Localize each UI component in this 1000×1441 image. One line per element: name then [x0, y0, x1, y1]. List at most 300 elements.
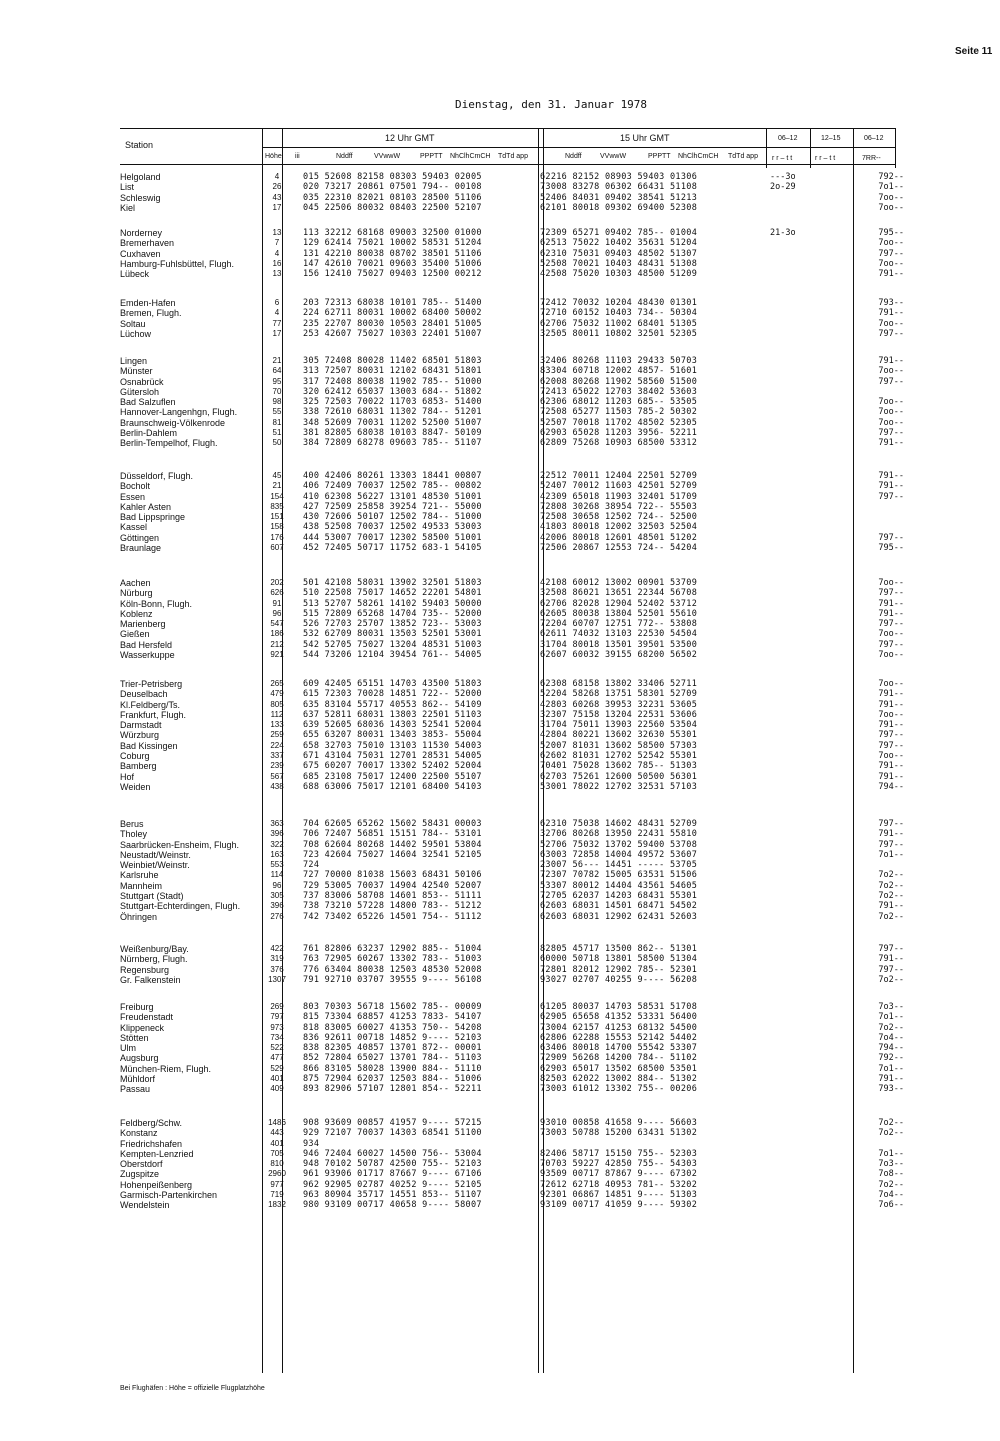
station-elevation: 133: [270, 720, 284, 730]
station-elevation: 95: [272, 376, 282, 386]
table-row: [120, 481, 1000, 491]
station-index-and-obs-12: 501 42108 58031 13902 32501 51803: [303, 578, 482, 588]
station-index-and-obs-12: 727 70000 81038 15603 68431 50106: [303, 870, 482, 881]
station-elevation: 96: [272, 608, 282, 618]
station-index-and-obs-12: 723 42604 75027 14604 32541 52105: [303, 849, 482, 860]
obs-15: 62310 75038 14602 48431 52709: [540, 819, 698, 829]
obs-15: 72506 20867 12553 724-- 54204: [540, 543, 698, 554]
station-name: Frankfurt, Flugh.: [120, 709, 187, 720]
station-name: Ulm: [120, 1043, 136, 1054]
station-elevation: 529: [270, 1063, 284, 1073]
precip-code: 7oo--: [878, 318, 904, 329]
obs-15: 72307 70782 15005 63531 51506: [540, 870, 698, 881]
station-elevation: 305: [270, 891, 284, 901]
precip-06-12: ---3o: [770, 172, 796, 182]
obs-15: 73008 83278 06302 66431 51108: [540, 182, 698, 193]
station-elevation: 7: [274, 238, 280, 248]
obs-15: 93010 00858 41658 9---- 56603: [540, 1118, 698, 1128]
precip-code: 791--: [878, 269, 904, 280]
precip-code: 791--: [878, 720, 904, 731]
table-row: [120, 428, 1000, 438]
station-elevation: 443: [270, 1128, 284, 1138]
precip-code: 7o4--: [878, 1032, 904, 1043]
precip-code: 797--: [878, 491, 904, 502]
station-elevation: 479: [270, 689, 284, 699]
precip-code: 793--: [878, 1084, 904, 1095]
header-nhcl: NhClhCmCH: [450, 153, 491, 160]
station-name: Stuttgart-Echterdingen, Flugh.: [120, 901, 241, 912]
station-name: Nürnberg, Flugh.: [120, 954, 188, 965]
precip-code: 795--: [878, 228, 904, 238]
table-row: [120, 1128, 1000, 1138]
station-index-and-obs-12: 313 72507 80031 12102 68431 51801: [303, 366, 482, 377]
table-row: [120, 1149, 1000, 1159]
station-index-and-obs-12: 381 82805 68038 10103 8847- 50109: [303, 428, 482, 439]
station-index-and-obs-12: 706 72407 56851 15151 784-- 53101: [303, 829, 482, 840]
station-name: Göttingen: [120, 532, 160, 543]
precip-code: 797--: [878, 376, 904, 387]
table-row: [120, 1118, 1000, 1128]
obs-15: 62306 68012 11203 685-- 53505: [540, 397, 698, 408]
station-name: Feldberg/Schw.: [120, 1118, 183, 1128]
station-index-and-obs-12: 704 62605 65262 15602 58431 00003: [303, 819, 482, 829]
obs-15: 62903 65028 11203 3956- 52211: [540, 428, 698, 439]
obs-15: 52406 84031 09402 38541 51213: [540, 192, 698, 203]
station-index-and-obs-12: 430 72606 50107 12502 784-- 51000: [303, 512, 482, 523]
obs-15: 61205 80037 14703 58531 51708: [540, 1002, 698, 1012]
station-name: Berlin-Tempelhof, Flugh.: [120, 438, 218, 449]
station-elevation: 176: [270, 532, 284, 542]
station-index-and-obs-12: 338 72610 68031 11302 784-- 51201: [303, 407, 482, 418]
station-name: Trier-Petrisberg: [120, 679, 183, 689]
station-name: Bad Salzuflen: [120, 397, 176, 408]
station-index-and-obs-12: 655 63207 80031 13403 3853- 55004: [303, 730, 482, 741]
station-name: Saarbrücken-Ensheim, Flugh.: [120, 839, 240, 850]
precip-code: 7o2--: [878, 1128, 904, 1139]
station-index-and-obs-12: 348 52609 70031 11202 52500 51007: [303, 417, 482, 428]
precip-code: 7o1--: [878, 1148, 904, 1159]
obs-15: 60000 50718 13801 58500 51304: [540, 954, 698, 965]
precip-code: 7o2--: [878, 870, 904, 881]
precip-code: 797--: [878, 619, 904, 630]
table-row: [120, 650, 1000, 660]
table-row: [120, 387, 1000, 397]
obs-15: 63003 72858 14004 49572 53607: [540, 849, 698, 860]
station-elevation: 553: [270, 860, 284, 870]
table-row: [120, 471, 1000, 481]
table-row: [120, 259, 1000, 269]
station-name: Berus: [120, 819, 144, 829]
station-name: Berlin-Dahlem: [120, 428, 178, 439]
station-name: Stötten: [120, 1032, 149, 1043]
precip-code: 7o1--: [878, 1063, 904, 1074]
station-group: [120, 228, 1000, 279]
station-elevation: 719: [270, 1190, 284, 1200]
header-period-3: 06–12: [864, 135, 884, 142]
station-elevation: 805: [270, 699, 284, 709]
header-bottom-rule: [120, 164, 895, 165]
obs-15: 72508 30658 12502 724-- 52500: [540, 512, 698, 523]
obs-15: 42108 60012 13002 00901 53709: [540, 578, 698, 588]
station-elevation: 81: [272, 417, 282, 427]
station-elevation: 4: [274, 172, 280, 181]
station-name: Bamberg: [120, 761, 157, 772]
obs-15: 72909 56268 14200 784-- 51102: [540, 1053, 698, 1064]
obs-15: 62806 62288 15553 52142 54402: [540, 1032, 698, 1043]
station-elevation: 438: [270, 781, 284, 791]
obs-15: 41803 80018 12002 32503 52504: [540, 522, 698, 533]
table-row: [120, 308, 1000, 318]
station-elevation: 626: [270, 588, 284, 598]
station-elevation: 705: [270, 1148, 284, 1158]
station-index-and-obs-12: 113 32212 68168 09003 32500 01000: [303, 228, 482, 238]
station-index-and-obs-12: 045 22506 80032 08403 22500 52107: [303, 202, 482, 213]
station-index-and-obs-12: 763 72905 60267 13302 783-- 51003: [303, 954, 482, 965]
precip-code: 791--: [878, 438, 904, 449]
station-elevation: 396: [270, 829, 284, 839]
station-index-and-obs-12: 452 72405 50717 11752 683-1 54105: [303, 543, 482, 554]
header-period-2: 12–15: [821, 135, 841, 142]
station-name: Wasserkuppe: [120, 650, 175, 661]
table-row: [120, 377, 1000, 387]
obs-15: 72705 62037 14203 68431 55301: [540, 891, 698, 902]
table-row: [120, 1139, 1000, 1149]
precip-code: 791--: [878, 699, 904, 710]
station-index-and-obs-12: 852 72804 65027 13701 784-- 51103: [303, 1053, 482, 1064]
station-name: Essen: [120, 491, 146, 502]
document-title: Dienstag, den 31. Januar 1978: [455, 98, 648, 111]
table-row: [120, 730, 1000, 740]
obs-15: 42508 75020 10303 48500 51209: [540, 269, 698, 280]
obs-15: 73004 62157 41253 68132 54500: [540, 1022, 698, 1033]
station-group: [120, 944, 1000, 985]
station-index-and-obs-12: 444 53007 70017 12302 58500 51001: [303, 532, 482, 543]
station-elevation: 319: [270, 954, 284, 964]
table-row: [120, 1053, 1000, 1063]
table-row: [120, 700, 1000, 710]
station-name: Bad Kissingen: [120, 740, 178, 751]
station-elevation: 401: [270, 1138, 284, 1148]
obs-15: 73003 61012 13302 755-- 00206: [540, 1084, 698, 1095]
table-row: [120, 689, 1000, 699]
precip-code: 7o8--: [878, 1169, 904, 1180]
station-elevation: 797: [270, 1012, 284, 1022]
station-group: [120, 172, 1000, 213]
obs-15: 42804 80221 13602 32630 55301: [540, 730, 698, 741]
table-row: [120, 438, 1000, 448]
station-elevation: 43: [272, 192, 282, 202]
precip-code: 7o2--: [878, 1118, 904, 1128]
station-elevation: 422: [270, 944, 284, 953]
station-name: Stuttgart (Stadt): [120, 891, 184, 902]
station-elevation: 45: [272, 471, 282, 480]
station-elevation: 64: [272, 366, 282, 376]
station-elevation: 4: [274, 248, 280, 258]
station-index-and-obs-12: 320 62412 65037 13003 684-- 51802: [303, 386, 482, 397]
station-name: Kl.Feldberg/Ts.: [120, 699, 181, 710]
obs-15: 32706 80268 13950 22431 55810: [540, 829, 698, 840]
table-row: [120, 418, 1000, 428]
table-row: [120, 203, 1000, 213]
precip-code: 797--: [878, 248, 904, 259]
station-name: Düsseldorf, Flugh.: [120, 471, 194, 481]
obs-15: 62603 68031 14501 68471 54502: [540, 901, 698, 912]
header-sub-1: r r – t t: [772, 155, 793, 162]
obs-15: 62101 80018 09302 69400 52308: [540, 202, 698, 213]
station-index-and-obs-12: 838 82305 40857 13701 872-- 00001: [303, 1043, 482, 1054]
station-name: Oberstdorf: [120, 1159, 163, 1170]
precip-code: 797--: [878, 588, 904, 599]
precip-code: 7o2--: [878, 974, 904, 985]
table-row: [120, 298, 1000, 308]
footnote: Bei Flughäfen : Höhe = offizielle Flugplatzhöhe: [120, 1385, 265, 1392]
table-row: [120, 819, 1000, 829]
table-row: [120, 397, 1000, 407]
station-index-and-obs-12: 946 72404 60027 14500 756-- 53004: [303, 1148, 482, 1159]
obs-15: 62603 68031 12902 62431 52603: [540, 911, 698, 922]
precip-06-12: 21-3o: [770, 228, 796, 238]
station-name: Emden-Hafen: [120, 298, 176, 308]
station-group: [120, 1002, 1000, 1095]
station-elevation: 810: [270, 1159, 284, 1169]
obs-15: 62602 81031 12702 52542 55301: [540, 751, 698, 762]
obs-15: 72612 62718 40953 781-- 53202: [540, 1179, 698, 1190]
table-row: [120, 238, 1000, 248]
header-period-1: 06–12: [778, 135, 798, 142]
header-15-gmt: 15 Uhr GMT: [620, 133, 670, 143]
obs-15: 52508 70021 10403 48431 51308: [540, 258, 698, 269]
station-name: Hof: [120, 771, 135, 782]
table-row: [120, 1023, 1000, 1033]
station-name: Klippeneck: [120, 1022, 165, 1033]
table-row: [120, 782, 1000, 792]
precip-code: 7oo--: [878, 366, 904, 377]
precip-code: 794--: [878, 1043, 904, 1054]
station-index-and-obs-12: 526 72703 25707 13852 723-- 53003: [303, 619, 482, 630]
station-elevation: 17: [272, 328, 282, 338]
precip-code: 7oo--: [878, 407, 904, 418]
obs-15: 32406 80268 11103 29433 50703: [540, 356, 698, 366]
header-sub-2: r r – t t: [815, 155, 836, 162]
station-index-and-obs-12: 305 72408 80028 11402 68501 51803: [303, 356, 482, 366]
station-index-and-obs-12: 791 92710 03707 39555 9---- 56108: [303, 974, 482, 985]
station-name: Bad Hersfeld: [120, 639, 173, 650]
station-index-and-obs-12: 929 72107 70037 14303 68541 51100: [303, 1128, 482, 1139]
station-index-and-obs-12: 156 12410 75027 09403 12500 00212: [303, 269, 482, 280]
obs-15: 62308 68158 13802 33406 52711: [540, 679, 698, 689]
station-index-and-obs-12: 963 80904 35717 14551 853-- 51107: [303, 1190, 482, 1201]
station-index-and-obs-12: 406 72409 70037 12502 785-- 00802: [303, 481, 482, 492]
obs-15: 32508 86021 13651 22344 56708: [540, 588, 698, 599]
station-name: Braunlage: [120, 543, 162, 554]
station-name: Kahler Asten: [120, 501, 172, 512]
obs-15: 52007 81031 13602 58500 57303: [540, 740, 698, 751]
table-row: [120, 1033, 1000, 1043]
station-name: Öhringen: [120, 911, 158, 922]
obs-15: 62706 75032 11002 68401 51305: [540, 318, 698, 329]
station-name: Kassel: [120, 522, 148, 533]
precip-code: 797--: [878, 740, 904, 751]
station-index-and-obs-12: 980 93109 00717 40658 9---- 58007: [303, 1200, 482, 1211]
precip-code: 7o1--: [878, 849, 904, 860]
precip-code: 797--: [878, 819, 904, 829]
station-name: Coburg: [120, 751, 150, 762]
table-row: [120, 954, 1000, 964]
station-elevation: 401: [270, 1074, 284, 1084]
station-name: Gießen: [120, 629, 150, 640]
obs-15: 93109 00717 41059 9---- 59302: [540, 1200, 698, 1211]
station-elevation: 363: [270, 819, 284, 828]
station-name: Konstanz: [120, 1128, 158, 1139]
precip-code: 791--: [878, 356, 904, 366]
header-tdtd: TdTd app: [498, 153, 528, 160]
station-name: Tholey: [120, 829, 148, 840]
station-elevation: 376: [270, 964, 284, 974]
table-row: [120, 901, 1000, 911]
station-index-and-obs-12: 615 72303 70028 14851 722-- 52000: [303, 689, 482, 700]
station-name: Bad Lippspringe: [120, 512, 186, 523]
station-elevation: 734: [270, 1032, 284, 1042]
precip-code: 797--: [878, 964, 904, 975]
header-nddff-15: Nddff: [565, 153, 582, 160]
precip-code: 797--: [878, 944, 904, 954]
header-tdtd-15: TdTd app: [728, 153, 758, 160]
obs-15: 73003 50788 15200 63431 51302: [540, 1128, 698, 1139]
station-name: Passau: [120, 1084, 151, 1095]
obs-15: 62905 65658 41352 53331 56400: [540, 1012, 698, 1023]
table-row: [120, 533, 1000, 543]
station-elevation: 224: [270, 740, 284, 750]
table-row: [120, 761, 1000, 771]
station-name: Münster: [120, 366, 153, 377]
precip-code: 7o1--: [878, 1012, 904, 1023]
station-group: [120, 471, 1000, 553]
precip-column-rule: [766, 128, 767, 168]
obs-15: 52507 70018 11702 48502 52305: [540, 417, 698, 428]
header-ppptt-15: PPPTT: [648, 153, 671, 160]
precip-code: 791--: [878, 608, 904, 619]
obs-15: 62008 80268 11902 58560 51500: [540, 376, 698, 387]
station-name: Koblenz: [120, 608, 153, 619]
station-name: Kempten-Lenzried: [120, 1148, 194, 1159]
precip-code: 792--: [878, 172, 904, 182]
station-index-and-obs-12: 129 62414 75021 10002 58531 51204: [303, 238, 482, 249]
table-row: [120, 182, 1000, 192]
station-name: Weißenburg/Bay.: [120, 944, 189, 954]
header-hoehe: Höhe: [265, 153, 282, 160]
table-row: [120, 891, 1000, 901]
station-index-and-obs-12: 410 62308 56227 13101 48530 51001: [303, 491, 482, 502]
station-elevation: 547: [270, 619, 284, 629]
station-elevation: 973: [270, 1022, 284, 1032]
header-sub-3: 7RR--: [862, 155, 881, 162]
precip-code: 7oo--: [878, 192, 904, 203]
station-index-and-obs-12: 836 92611 00718 14852 9---- 52103: [303, 1032, 482, 1043]
obs-15: 22512 70011 12404 22501 52709: [540, 471, 698, 481]
precip-code: 7oo--: [878, 650, 904, 661]
obs-15: 62216 82152 08903 59403 01306: [540, 172, 698, 182]
station-elevation: 154: [270, 491, 284, 501]
station-index-and-obs-12: 815 73304 68857 41253 7833- 54107: [303, 1012, 482, 1023]
precip-code: 7oo--: [878, 709, 904, 720]
precip-column-rule-4: [895, 128, 896, 168]
obs-15: 53307 80012 14404 43561 54605: [540, 880, 698, 891]
station-name: Nürburg: [120, 588, 153, 599]
station-index-and-obs-12: 803 70303 56718 15602 785-- 00009: [303, 1002, 482, 1012]
precip-code: 791--: [878, 829, 904, 840]
table-row: [120, 588, 1000, 598]
station-name: Mühldorf: [120, 1074, 156, 1085]
precip-code: 7oo--: [878, 202, 904, 213]
table-row: [120, 1043, 1000, 1053]
header-nddff: Nddff: [336, 153, 353, 160]
table-row: [120, 356, 1000, 366]
precip-code: 7oo--: [878, 238, 904, 249]
precip-column-rule-2: [810, 128, 811, 168]
station-elevation: 16: [272, 258, 282, 268]
table-row: [120, 720, 1000, 730]
precip-code: 791--: [878, 1074, 904, 1085]
obs-15: 72508 65277 11503 785-2 50302: [540, 407, 698, 418]
station-index-and-obs-12: 015 52608 82158 08303 59403 02005: [303, 172, 482, 182]
obs-15: 70703 59227 42850 755-- 54303: [540, 1159, 698, 1170]
precip-code: 7oo--: [878, 397, 904, 408]
station-elevation: 239: [270, 761, 284, 771]
station-elevation: 4: [274, 308, 280, 318]
header-iii: iii: [295, 153, 300, 160]
obs-15: 72204 60707 12751 772-- 53808: [540, 619, 698, 630]
station-index-and-obs-12: 253 42607 75027 10303 22401 51007: [303, 328, 482, 339]
table-row: [120, 407, 1000, 417]
station-index-and-obs-12: 542 52705 75027 13204 48531 51003: [303, 639, 482, 650]
station-name: Hohenpeißenberg: [120, 1179, 193, 1190]
table-row: [120, 249, 1000, 259]
precip-code: 797--: [878, 639, 904, 650]
station-name: Bocholt: [120, 481, 151, 492]
precip-code: 7oo--: [878, 417, 904, 428]
station-name: Regensburg: [120, 964, 170, 975]
table-row: [120, 366, 1000, 376]
station-name: Braunschweig-Völkenrode: [120, 417, 226, 428]
station-index-and-obs-12: 427 72509 25858 39254 721-- 55000: [303, 501, 482, 512]
table-row: [120, 840, 1000, 850]
station-elevation: 17: [272, 202, 282, 212]
precip-code: 7oo--: [878, 679, 904, 689]
obs-15: 72309 65271 09402 785-- 01004: [540, 228, 698, 238]
station-index-and-obs-12: 224 62711 80031 10002 68400 50002: [303, 308, 482, 319]
station-elevation: 567: [270, 771, 284, 781]
station-elevation: 522: [270, 1043, 284, 1053]
station-elevation: 269: [270, 1002, 284, 1011]
precip-code: 7o3--: [878, 1002, 904, 1012]
precip-code: 7oo--: [878, 751, 904, 762]
station-name: Soltau: [120, 318, 146, 329]
station-index-and-obs-12: 400 42406 80261 13303 18441 00807: [303, 471, 482, 481]
station-elevation: 607: [270, 543, 284, 553]
obs-15: 82503 62022 13002 884-- 51302: [540, 1074, 698, 1085]
station-index-and-obs-12: 384 72809 68278 09603 785-- 51107: [303, 438, 482, 449]
station-name: Kiel: [120, 202, 136, 213]
station-elevation: 163: [270, 849, 284, 859]
table-row: [120, 1169, 1000, 1179]
obs-15: 31704 80018 13501 39501 53500: [540, 639, 698, 650]
precip-code: 7o2--: [878, 911, 904, 922]
station-name: Hannover-Langenhgn, Flugh.: [120, 407, 238, 418]
station-elevation: 96: [272, 880, 282, 890]
precip-code: 7o3--: [878, 1159, 904, 1170]
station-elevation: 13: [272, 228, 282, 237]
precip-code: 7oo--: [878, 629, 904, 640]
